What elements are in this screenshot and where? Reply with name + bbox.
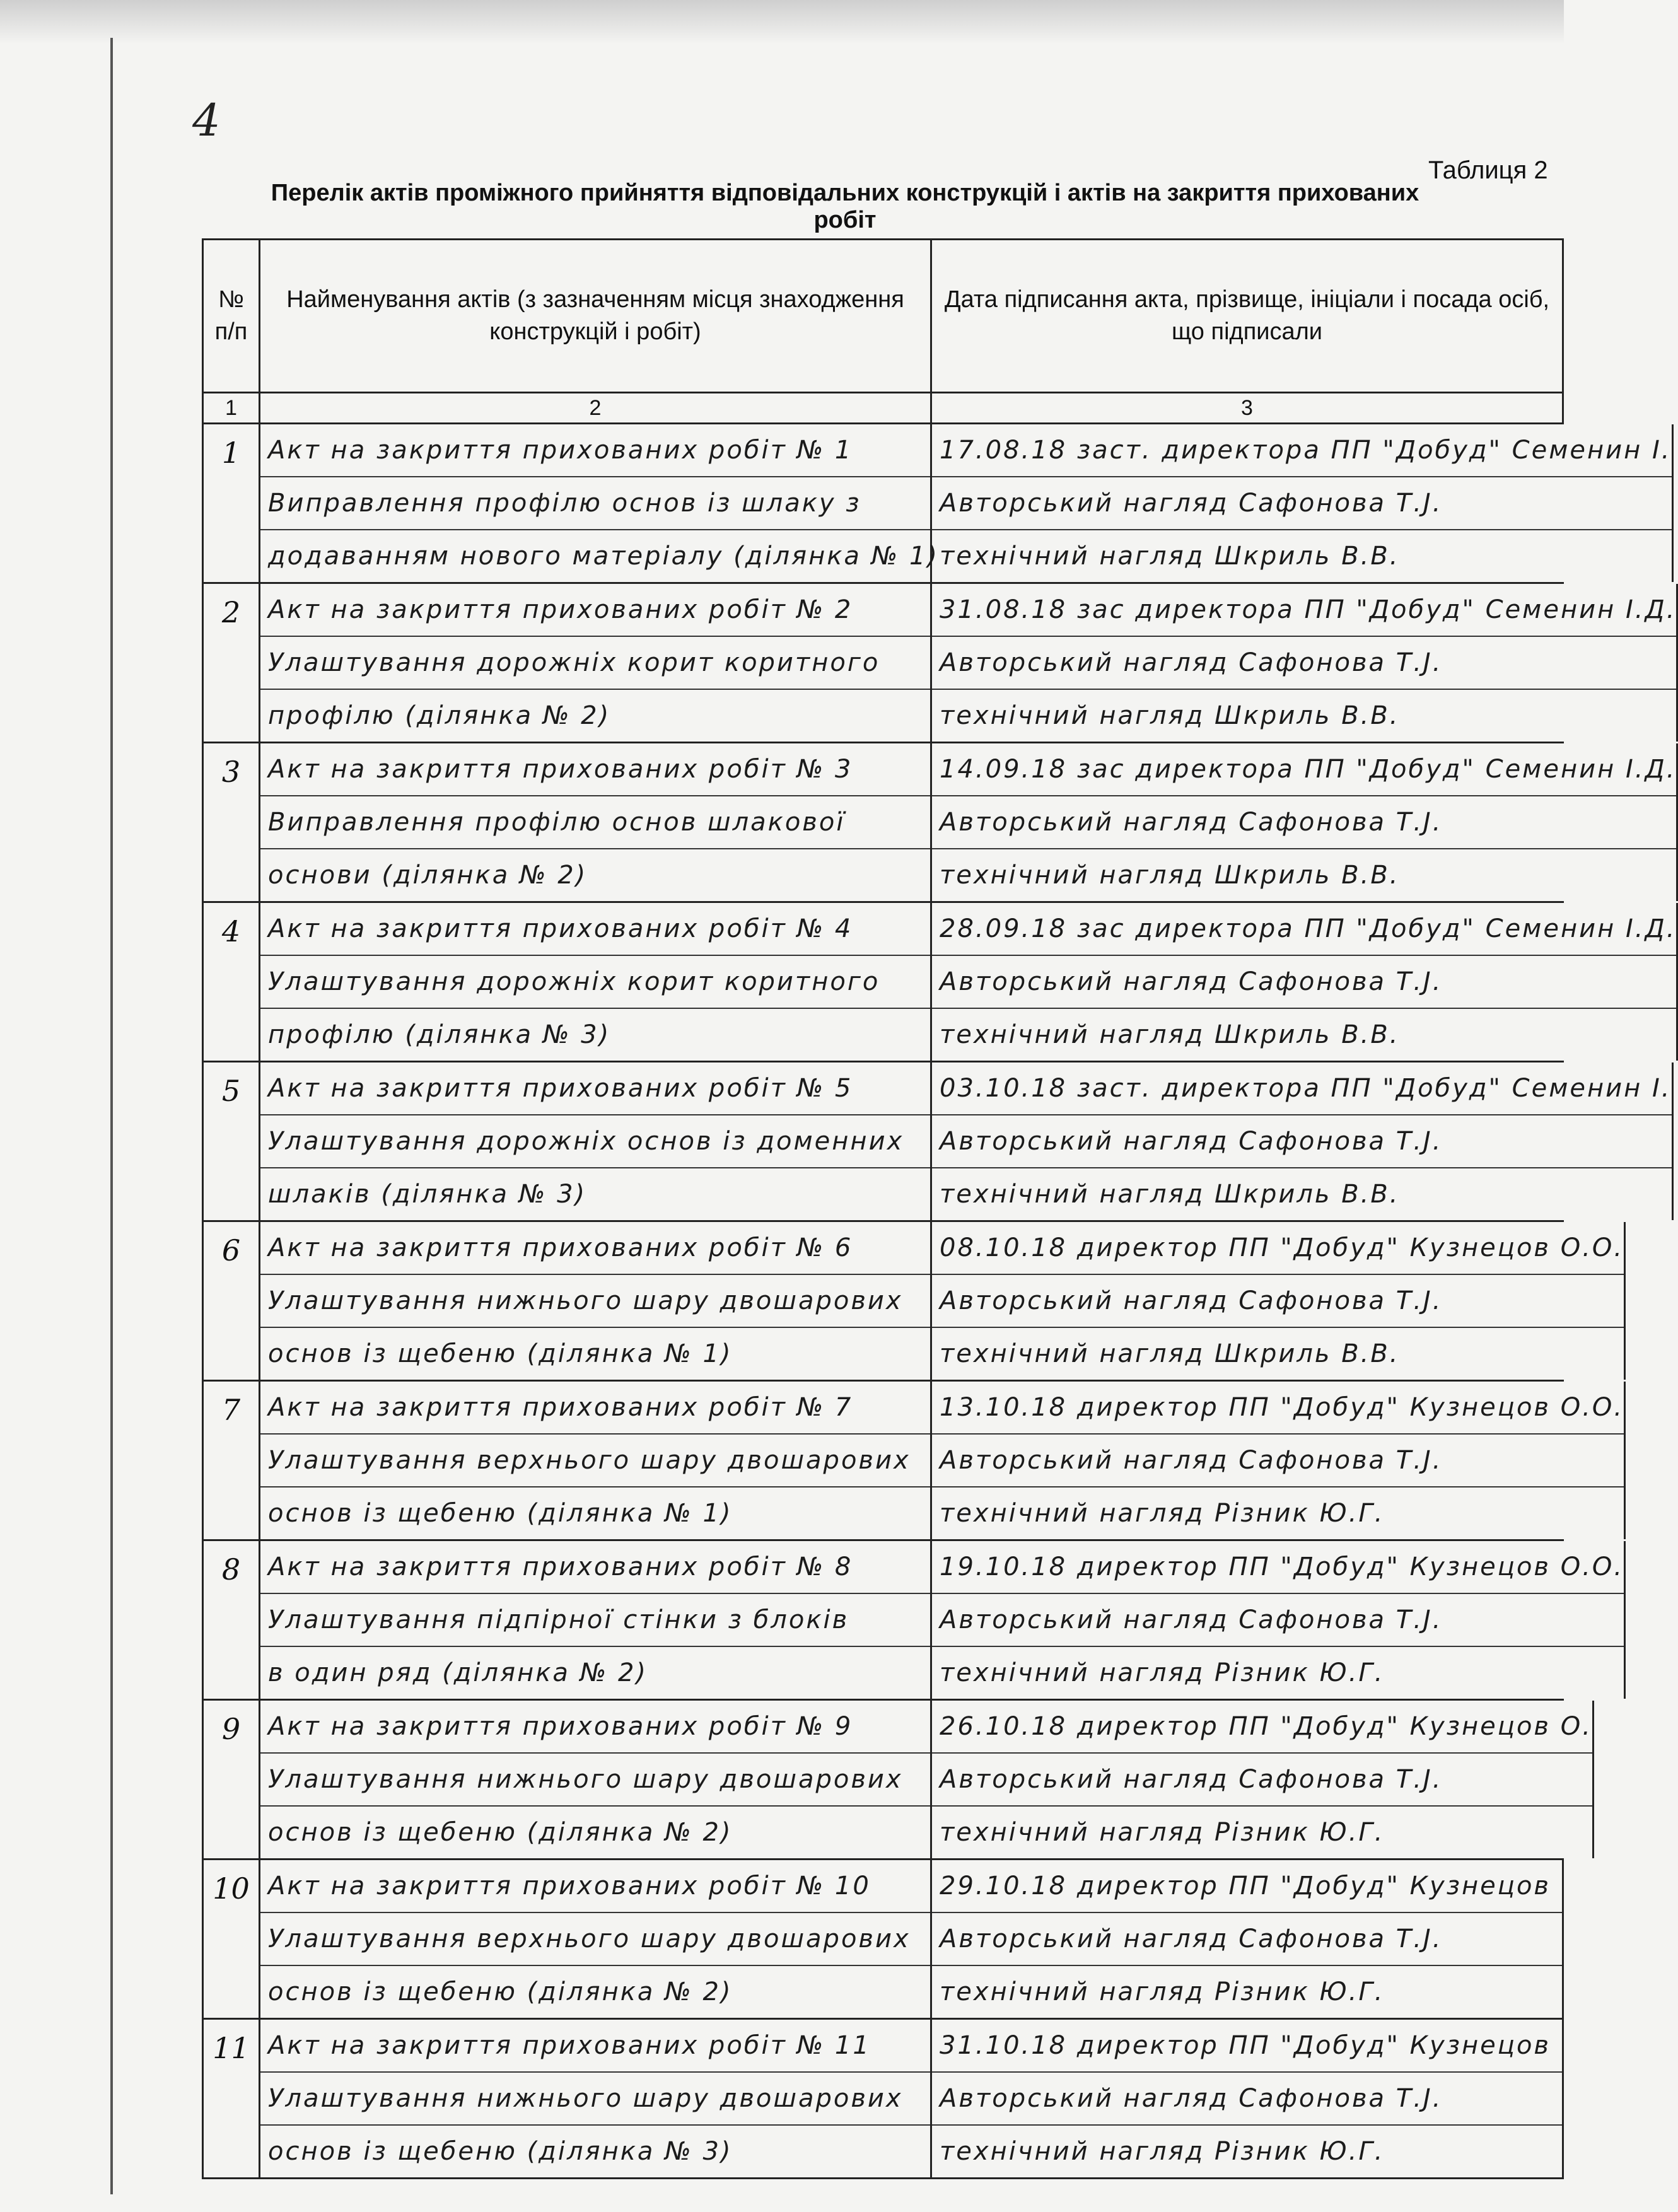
signature-line: технічний нагляд Різник Ю.Г.: [940, 1658, 1385, 1687]
act-name-cell: [260, 1860, 932, 2018]
act-name-line: Акт на закриття прихованих робіт № 5: [260, 1062, 930, 1115]
act-name-line: Улаштування верхнього шару двошарових: [260, 1913, 930, 1966]
act-name-line: Улаштування дорожніх основ із доменних: [260, 1115, 930, 1168]
signature-line: технічний нагляд Різник Ю.Г.: [940, 1977, 1385, 2006]
signature-line: 13.10.18 директор ПП "Добуд" Кузнецов О.О.: [932, 1382, 1624, 1435]
act-name-cell: [260, 743, 932, 901]
signature-line: 26.10.18 директор ПП "Добуд" Кузнецов О.: [932, 1701, 1592, 1754]
signature-cell: [932, 1382, 1626, 1539]
page-left-border: [110, 38, 113, 2194]
signature-line: 31.10.18 директор ПП "Добуд" Кузнецов: [932, 2020, 1562, 2073]
table-label: Таблиця 2: [1428, 156, 1548, 184]
act-name-cell: [260, 1062, 932, 1220]
table-row: [202, 1062, 1672, 1222]
act-name-cell: [260, 1382, 932, 1539]
act-name-line: профілю (ділянка № 2): [268, 701, 611, 730]
acts-table: [202, 238, 1677, 2179]
act-name-line: Улаштування верхнього шару двошарових: [260, 1435, 930, 1487]
signature-line: технічний нагляд Шкриль В.В.: [940, 1180, 1400, 1209]
table-row: [202, 1541, 1624, 1701]
signature-line: Авторський нагляд Сафонова Т.Ј.: [932, 1754, 1592, 1807]
act-name-line: основ із щебеню (ділянка № 2): [268, 1977, 733, 2006]
scan-top-edge: [0, 0, 1564, 44]
header-signatures: Дата підписання акта, прізвище, ініціали і посада осіб, що підписали: [932, 240, 1564, 392]
table-row: [202, 2020, 1564, 2179]
act-name-line: Виправлення профілю основ шлакової: [260, 796, 930, 849]
act-name-line: профілю (ділянка № 3): [268, 1020, 611, 1049]
act-name-line: основ із щебеню (ділянка № 1): [268, 1339, 733, 1368]
signature-line: технічний нагляд Шкриль В.В.: [940, 701, 1400, 730]
page-number: 4: [192, 95, 221, 146]
table-row: [202, 424, 1672, 584]
act-name-line: Акт на закриття прихованих робіт № 6: [260, 1222, 930, 1275]
act-name-line: Акт на закриття прихованих робіт № 9: [260, 1701, 930, 1754]
table-body: [202, 424, 1677, 2179]
act-name-line: Виправлення профілю основ із шлаку з: [260, 477, 930, 530]
signature-line: Авторський нагляд Сафонова Т.Ј.: [932, 2073, 1562, 2126]
signature-cell: [932, 1541, 1626, 1699]
table-row: [202, 743, 1677, 903]
row-number: 11: [204, 2020, 260, 2177]
act-name-cell: [260, 584, 932, 742]
act-name-line: в один ряд (ділянка № 2): [268, 1658, 648, 1687]
signature-cell: [932, 903, 1678, 1061]
signature-line: технічний нагляд Шкриль В.В.: [940, 1339, 1400, 1368]
row-number: 6: [204, 1222, 260, 1380]
signature-cell: [932, 1062, 1674, 1220]
act-name-line: Акт на закриття прихованих робіт № 7: [260, 1382, 930, 1435]
signature-line: 28.09.18 зас директора ПП "Добуд" Семенин І.Д.: [932, 903, 1676, 956]
table-row: [202, 1222, 1624, 1382]
act-name-cell: [260, 424, 939, 582]
signature-cell: [932, 584, 1678, 742]
row-number: 3: [204, 743, 260, 901]
header-act-name: Найменування актів (з зазначенням місця знаходження конструкцій і робіт): [260, 240, 932, 392]
table-row: [202, 1701, 1592, 1860]
row-number: 9: [204, 1701, 260, 1858]
header-number: № п/п: [204, 240, 260, 392]
signature-line: Авторський нагляд Сафонова Т.Ј.: [932, 477, 1672, 530]
act-name-line: основ із щебеню (ділянка № 1): [268, 1499, 733, 1528]
signature-line: Авторський нагляд Сафонова Т.Ј.: [932, 1115, 1672, 1168]
table-row: [202, 584, 1677, 743]
signature-line: технічний нагляд Шкриль В.В.: [940, 1020, 1400, 1049]
act-name-line: додаванням нового матеріалу (ділянка № 1): [268, 542, 939, 571]
signature-cell: [932, 743, 1678, 901]
table-row: [202, 1860, 1564, 2020]
signature-line: 19.10.18 директор ПП "Добуд" Кузнецов О.О.: [932, 1541, 1624, 1594]
signature-line: Авторський нагляд Сафонова Т.Ј.: [932, 1275, 1624, 1328]
row-number: 2: [204, 584, 260, 742]
table-row: [202, 1382, 1624, 1541]
signature-cell: [932, 424, 1674, 582]
signature-line: технічний нагляд Різник Ю.Г.: [940, 1818, 1385, 1847]
act-name-line: Улаштування дорожніх корит коритного: [260, 956, 930, 1009]
row-number: 7: [204, 1382, 260, 1539]
signature-line: Авторський нагляд Сафонова Т.Ј.: [932, 956, 1676, 1009]
act-name-line: Акт на закриття прихованих робіт № 11: [260, 2020, 930, 2073]
act-name-line: Улаштування дорожніх корит коритного: [260, 637, 930, 690]
act-name-cell: [260, 2020, 932, 2177]
act-name-line: Акт на закриття прихованих робіт № 2: [260, 584, 930, 637]
table-row: [202, 903, 1677, 1062]
act-name-cell: [260, 1701, 932, 1858]
act-name-line: шлаків (ділянка № 3): [268, 1180, 587, 1209]
act-name-line: Улаштування нижнього шару двошарових: [260, 1275, 930, 1328]
signature-line: технічний нагляд Шкриль В.В.: [940, 861, 1400, 890]
act-name-cell: [260, 903, 932, 1061]
signature-cell: [932, 1222, 1626, 1380]
column-numbers-row: [202, 393, 1564, 424]
act-name-line: Акт на закриття прихованих робіт № 3: [260, 743, 930, 796]
signature-line: Авторський нагляд Сафонова Т.Ј.: [932, 1913, 1562, 1966]
signature-cell: [932, 1701, 1594, 1858]
act-name-line: Улаштування нижнього шару двошарових: [260, 1754, 930, 1807]
signature-cell: [932, 1860, 1564, 2018]
act-name-cell: [260, 1541, 932, 1699]
signature-cell: [932, 2020, 1564, 2177]
row-number: 5: [204, 1062, 260, 1220]
row-number: 4: [204, 903, 260, 1061]
signature-line: технічний нагляд Різник Ю.Г.: [940, 2137, 1385, 2166]
signature-line: 29.10.18 директор ПП "Добуд" Кузнецов: [932, 1860, 1562, 1913]
signature-line: 08.10.18 директор ПП "Добуд" Кузнецов О.О.: [932, 1222, 1624, 1275]
act-name-line: Улаштування підпірної стінки з блоків: [260, 1594, 930, 1647]
document-title: Перелік актів проміжного прийняття відповідальних конструкцій і актів на закриття прихованих робіт: [271, 180, 1419, 233]
signature-line: Авторський нагляд Сафонова Т.Ј.: [932, 796, 1676, 849]
act-name-cell: [260, 1222, 932, 1380]
signature-line: 17.08.18 заст. директора ПП "Добуд" Семенин І.: [932, 424, 1672, 477]
act-name-line: Улаштування нижнього шару двошарових: [260, 2073, 930, 2126]
act-name-line: основ із щебеню (ділянка № 2): [268, 1818, 733, 1847]
signature-line: Авторський нагляд Сафонова Т.Ј.: [932, 637, 1676, 690]
act-name-line: Акт на закриття прихованих робіт № 1: [260, 424, 930, 477]
signature-line: 03.10.18 заст. директора ПП "Добуд" Семенин І.: [932, 1062, 1672, 1115]
signature-line: Авторський нагляд Сафонова Т.Ј.: [932, 1594, 1624, 1647]
act-name-line: основ із щебеню (ділянка № 3): [268, 2137, 733, 2166]
table-header: [202, 238, 1564, 393]
row-number: 10: [204, 1860, 260, 2018]
signature-line: 31.08.18 зас директора ПП "Добуд" Семенин І.Д.: [932, 584, 1676, 637]
column-number: 3: [932, 393, 1564, 422]
column-number: 1: [204, 393, 260, 422]
signature-line: Авторський нагляд Сафонова Т.Ј.: [932, 1435, 1624, 1487]
column-number: 2: [260, 393, 932, 422]
signature-line: 14.09.18 зас директора ПП "Добуд" Семенин І.Д.: [932, 743, 1676, 796]
act-name-line: основи (ділянка № 2): [268, 861, 588, 890]
act-name-line: Акт на закриття прихованих робіт № 8: [260, 1541, 930, 1594]
signature-line: технічний нагляд Різник Ю.Г.: [940, 1499, 1385, 1528]
act-name-line: Акт на закриття прихованих робіт № 10: [260, 1860, 930, 1913]
row-number: 8: [204, 1541, 260, 1699]
row-number: 1: [204, 424, 260, 582]
act-name-line: Акт на закриття прихованих робіт № 4: [260, 903, 930, 956]
signature-line: технічний нагляд Шкриль В.В.: [940, 542, 1400, 571]
